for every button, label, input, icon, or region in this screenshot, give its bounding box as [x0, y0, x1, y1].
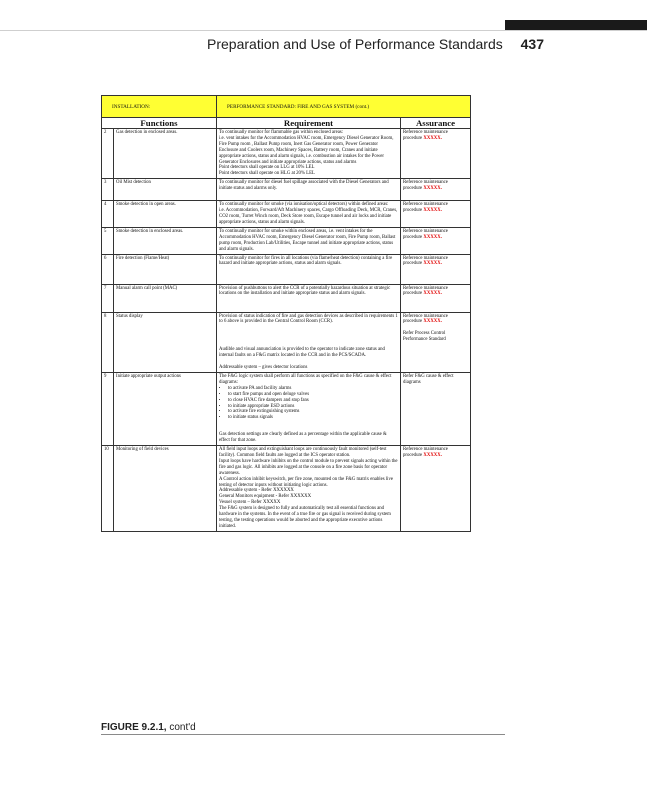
- req-line: i.e. Accommodation, Forward/Aft Machinery spaces, Cargo Offloading Deck, MCR, Cranes, CO2 room, Turret Winch room, Deck Store room, Escape tunnel and air locks and initiate appropriate actions, status and alarm signals.: [219, 208, 398, 225]
- assurance-code: XXXXX.: [423, 135, 442, 141]
- assurance-code: XXXXX.: [423, 186, 442, 192]
- row-function: Smoke detection in enclosed areas.: [114, 227, 217, 254]
- assurance-text: Reference maintenance procedure: [403, 180, 448, 192]
- row-assurance: [401, 201, 471, 228]
- table-banner: [102, 96, 471, 118]
- row-number: 9: [102, 373, 114, 446]
- req-line: Point detectors shall operate on LLG at 10% LEL: [219, 165, 315, 171]
- running-header: [207, 36, 544, 52]
- banner-installation: INSTALLATION:: [102, 96, 217, 118]
- req-line: To continually monitor for smoke within enclosed areas, i.e. vent intakes for the Accommodation HVAC room, Emergency Diesel Generator room, Fire Pump room, Ballast pump room, Production Lab/Utilities, Escape tunnel and initiate appropriate actions, status and alarm signals.: [219, 228, 396, 252]
- row-function: Gas detection in enclosed areas.: [114, 129, 217, 179]
- row-requirement: [217, 312, 401, 373]
- table-row: [102, 129, 471, 179]
- assurance-text: Reference maintenance procedure: [403, 313, 448, 325]
- figure-caption: [101, 722, 196, 733]
- row-assurance: Refer F&G cause & effect diagrams: [401, 373, 471, 446]
- col-assurance: Assurance: [401, 118, 471, 129]
- assurance-code: XXXXX.: [423, 291, 442, 297]
- assurance-code: XXXXX.: [423, 319, 442, 325]
- list-item: • to initiate appropriate ESD actions: [228, 404, 398, 410]
- req-line: The F&G logic system shall perform all functions as specified on the F&G cause & effect diagrams:: [219, 374, 392, 385]
- table-row: [102, 254, 471, 284]
- row-number: 10: [102, 446, 114, 532]
- assurance-code: XXXXX.: [423, 234, 442, 240]
- row-assurance: [401, 227, 471, 254]
- row-requirement: [217, 284, 401, 312]
- table-row: [102, 446, 471, 532]
- figure-suffix: cont'd: [169, 722, 196, 733]
- row-requirement: [217, 129, 401, 179]
- figure-label: FIGURE 9.2.1,: [101, 722, 167, 733]
- row-requirement: [217, 201, 401, 228]
- table-row: [102, 201, 471, 228]
- row-assurance: [401, 446, 471, 532]
- row-requirement: [217, 254, 401, 284]
- req-line: All field input loops and extinguishant loops are continuously fault monitored (self-test facility). Common field faults are logged at the ICS operator station.: [219, 447, 387, 458]
- list-item: • to activate PA and facility alarms: [228, 386, 398, 392]
- list-item: • to initiate status signals: [228, 415, 398, 421]
- assurance-code: XXXXX.: [423, 453, 442, 458]
- caption-rule: [101, 734, 505, 735]
- assurance-code: XXXXX.: [423, 208, 442, 214]
- row-number: 6: [102, 254, 114, 284]
- req-line: To continually monitor for smoke (via ionisation/optical detectors) within defined areas:: [219, 202, 389, 208]
- row-number: 8: [102, 312, 114, 373]
- banner-standard: PERFORMANCE STANDARD: FIRE AND GAS SYSTEM (cont.): [217, 96, 471, 118]
- list-item: • to close HVAC fire dampers and stop fans: [228, 398, 398, 404]
- row-number: 2: [102, 129, 114, 179]
- req-line: To continually monitor for diesel fuel spillage associated with the Diesel Generators and initiate status and alarms only.: [219, 180, 389, 192]
- req-line: Provision of status indication of fire and gas detection devices as described in requirements 1 to 6 above is provided in the Central Control Room (CCR).: [219, 313, 398, 325]
- req-line: To continually monitor for flammable gas within enclosed areas:: [219, 130, 344, 135]
- row-function: Oil Mist detection: [114, 179, 217, 201]
- row-requirement: [217, 179, 401, 201]
- req-line: Addressable system – gives detector locations: [219, 365, 308, 371]
- assurance-extra: Refer Process Control Performance Standard: [403, 331, 446, 343]
- table-row: [102, 373, 471, 446]
- assurance-text: Reference maintenance procedure: [403, 285, 448, 297]
- table-row: [102, 227, 471, 254]
- row-assurance: [401, 312, 471, 373]
- page-number: 437: [520, 36, 544, 52]
- chapter-title: Preparation and Use of Performance Standards: [207, 36, 503, 52]
- req-line: Provision of pushbuttons to alert the CCR of a potentially hazardous situation at strategic locations on the installation and initiate appropriate status and alarm signals.: [219, 285, 391, 297]
- row-assurance: [401, 254, 471, 284]
- row-number: 7: [102, 284, 114, 312]
- row-function: Smoke detection in open areas.: [114, 201, 217, 228]
- performance-standard-table: [101, 95, 470, 532]
- row-requirement: [217, 446, 401, 532]
- row-number: 3: [102, 179, 114, 201]
- row-function: Initiate appropriate output actions: [114, 373, 217, 446]
- row-requirement: [217, 227, 401, 254]
- header-rule: [0, 30, 647, 31]
- header-bar: [505, 20, 647, 30]
- req-line: Audible and visual annunciation is provided to the operator to indicate zone status and internal faults on a F&G matrix located in the CCR and in the PCS/SCADA.: [219, 347, 385, 359]
- table-row: [102, 312, 471, 373]
- row-assurance: [401, 179, 471, 201]
- req-line: Point detectors shall operate on HLG at 20% LEL: [219, 171, 315, 177]
- row-assurance: [401, 129, 471, 179]
- row-assurance: [401, 284, 471, 312]
- req-line: Gas detection settings are clearly defined as a percentage within the applicable cause & effect for that zone.: [219, 432, 387, 444]
- req-line: General Monitors equipment - Refer XXXXXX: [219, 494, 312, 500]
- assurance-text: Reference maintenance procedure: [403, 202, 448, 214]
- row-function: Monitoring of field devices: [114, 446, 217, 532]
- req-line: Addressable system - Refer XXXXXX: [219, 488, 294, 494]
- row-function: Fire detection (Flame/Heat): [114, 254, 217, 284]
- table-row: [102, 179, 471, 201]
- row-number: 4: [102, 201, 114, 228]
- req-line: i.e. vent intakes for the Accommodation HVAC room, Emergency Diesel Generator Room, Fire Pump room , Ballast Pump room, Inert Gas Generator room, Power Generator Enclosure and Coolers room, Machinery Spaces, Battery room, Cranes and initiate appropriate actions, status and alarm signals, i.e. combustion air intakes for the Power Generator Enclosures and initiate appropriate actions, status and alarms: [219, 135, 394, 165]
- req-line: The F&G system is designed to fully and automatically test all essential functions and hardware in the systems. In the event of a true fire or gas signal is received during system testing, the testing operations would be aborted and the appropriate executive actions initiated.: [219, 506, 391, 529]
- action-list: [219, 386, 398, 421]
- req-line: To continually monitor for fires in all locations (via flame/heat detection) containing a fire hazard and initiate appropriate actions, status and alarm signals.: [219, 255, 393, 267]
- col-functions: Functions: [102, 118, 217, 129]
- row-requirement: [217, 373, 401, 446]
- assurance-text: Reference maintenance procedure: [403, 130, 448, 141]
- assurance-text: Reference maintenance procedure: [403, 228, 448, 240]
- assurance-code: XXXXX.: [423, 261, 442, 267]
- list-item: • to activate fire extinguishing systems: [228, 409, 398, 415]
- req-line: A Control action inhibit keyswitch, per fire zone, mounted on the F&G matrix enables live testing of detector inputs without initiating logic actions.: [219, 476, 393, 488]
- row-number: 5: [102, 227, 114, 254]
- req-line: Input loops have hardware inhibits on the control module to prevent signals acting within the fire and gas logic. All inhibits are logged at the console on a fire zone basis for operator awareness.: [219, 458, 398, 476]
- req-line: Vesuel system – Refer XXXXX: [219, 500, 281, 506]
- row-function: Status display: [114, 312, 217, 373]
- list-item: • to start fire pumps and open deluge valves: [228, 392, 398, 398]
- table-row: [102, 284, 471, 312]
- table-header: [102, 118, 471, 129]
- col-requirement: Requirement: [217, 118, 401, 129]
- assurance-text: Reference maintenance procedure: [403, 447, 448, 458]
- assurance-text: Reference maintenance procedure: [403, 255, 448, 267]
- row-function: Manual alarm call point (MAC): [114, 284, 217, 312]
